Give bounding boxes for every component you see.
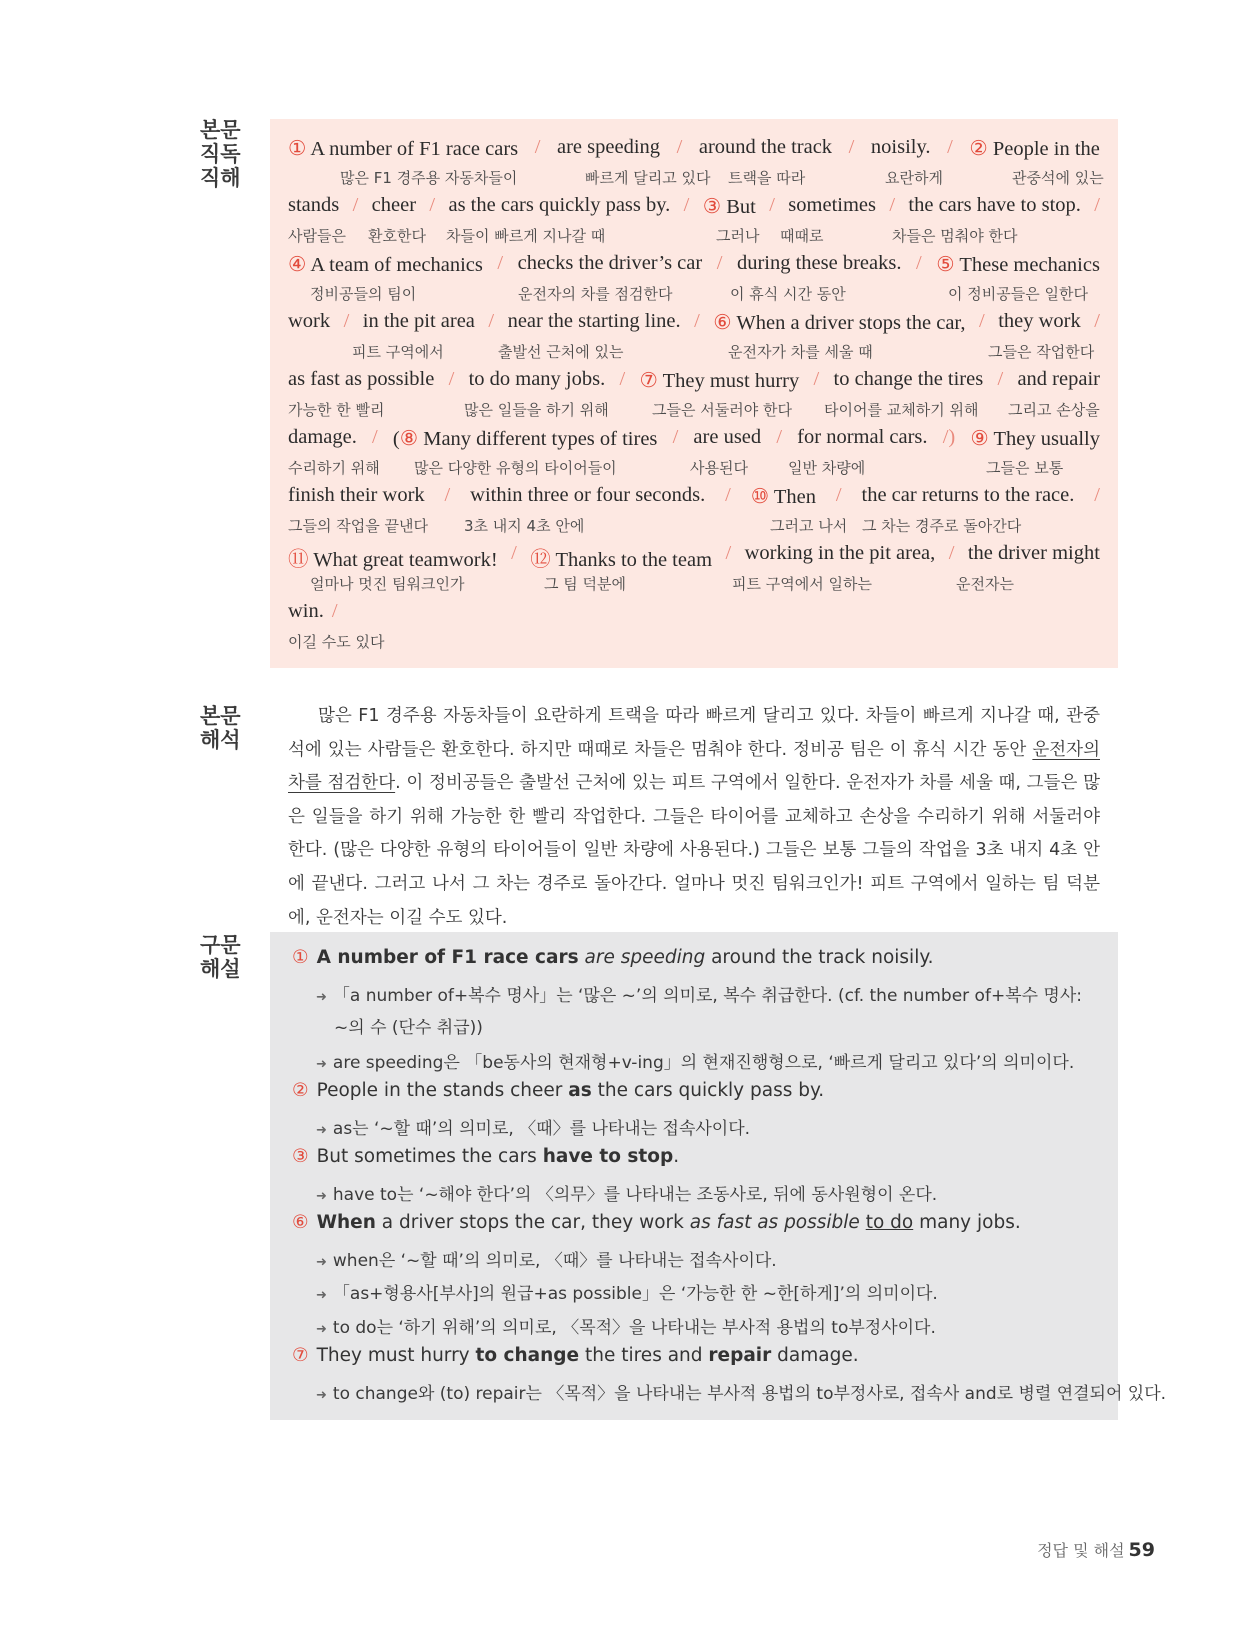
reading-chunk: the driver might bbox=[967, 542, 1100, 564]
reading-chunk: checks the driver’s car bbox=[517, 252, 703, 274]
reading-line bbox=[288, 542, 1100, 572]
reading-chunk: to do many jobs. bbox=[468, 368, 606, 390]
korean-gloss: 사람들은 bbox=[288, 227, 346, 245]
arrow-icon: ➜ bbox=[316, 1057, 327, 1072]
korean-gloss: 관중석에 있는 bbox=[1012, 169, 1104, 187]
reading-chunk: as the cars quickly pass by. bbox=[448, 194, 671, 216]
chunk-separator: / bbox=[619, 368, 626, 390]
reading-chunk: ④ A team of mechanics bbox=[288, 254, 483, 276]
reading-chunk: within three or four seconds. bbox=[470, 484, 706, 506]
korean-gloss: 많은 F1 경주용 자동차들이 bbox=[340, 169, 518, 187]
translation-underlined: 운전자의 차를 점검한다 bbox=[288, 739, 1100, 794]
korean-gloss: 차들은 멈춰야 한다 bbox=[892, 227, 1018, 245]
korean-gloss: 많은 일들을 하기 위해 bbox=[464, 401, 609, 419]
korean-gloss: 빠르게 달리고 있다 bbox=[585, 169, 711, 187]
reading-chunk: and repair bbox=[1017, 368, 1100, 390]
korean-gloss: 수리하기 위해 bbox=[288, 459, 380, 477]
reading-chunk: damage. bbox=[288, 426, 357, 448]
korean-gloss: 출발선 근처에 있는 bbox=[498, 343, 624, 361]
arrow-icon: ➜ bbox=[316, 1388, 327, 1403]
syntax-note: ➜ as는 ‘~할 때’의 의미로, 〈때〉를 나타내는 접속사이다. bbox=[316, 1119, 751, 1139]
reading-chunk: ③ But bbox=[702, 196, 756, 218]
korean-gloss: 그리고 손상을 bbox=[1008, 401, 1100, 419]
syntax-note: ➜ 「a number of+복수 명사」는 ‘많은 ~’의 의미로, 복수 취급한다. (cf. the number of+복수 명사: bbox=[316, 986, 1083, 1006]
reading-line bbox=[288, 600, 1100, 623]
reading-chunk: noisily. bbox=[870, 136, 931, 158]
reading-chunk: ⑨ They usually bbox=[970, 428, 1100, 450]
chunk-separator: / bbox=[683, 194, 690, 216]
sentence-number: ⑪ bbox=[288, 549, 309, 571]
chunk-separator: / bbox=[1094, 484, 1100, 506]
reading-chunk: ⑪ What great teamwork! bbox=[288, 549, 498, 571]
reading-line bbox=[288, 310, 1100, 335]
korean-gloss: 트랙을 따라 bbox=[728, 169, 806, 187]
syntax-note: ➜ when은 ‘~할 때’의 의미로, 〈때〉를 나타내는 접속사이다. bbox=[316, 1251, 777, 1271]
chunk-separator: / bbox=[848, 136, 855, 158]
reading-chunk: near the starting line. bbox=[507, 310, 681, 332]
reading-chunk: during these breaks. bbox=[736, 252, 902, 274]
sentence-number: ⑦ bbox=[639, 370, 658, 392]
chunk-separator: / bbox=[448, 368, 455, 390]
chunk-separator: / bbox=[979, 310, 985, 332]
sentence-number: ⑫ bbox=[530, 549, 551, 571]
chunk-separator: / bbox=[889, 194, 896, 216]
chunk-separator: / bbox=[725, 484, 731, 506]
reading-chunk: ⑦ They must hurry bbox=[639, 370, 800, 392]
korean-gloss: 그들의 작업을 끝낸다 bbox=[288, 517, 428, 535]
syntax-note: ➜ 「as+형용사[부사]의 원급+as possible」은 ‘가능한 한 ~한[하게]’의 의미이다. bbox=[316, 1284, 938, 1304]
syntax-sentence-7: ⑦ They must hurry to change the tires and repair damage. bbox=[292, 1345, 859, 1366]
reading-chunk: (⑧ Many different types of tires bbox=[392, 428, 658, 450]
page-number: 59 bbox=[1128, 1539, 1155, 1561]
korean-gloss: 차들이 빠르게 지나갈 때 bbox=[446, 227, 606, 245]
korean-gloss: 운전자가 차를 세울 때 bbox=[728, 343, 873, 361]
syntax-sentence-6: ⑥ When a driver stops the car, they work as fast as possible to do many jobs. bbox=[292, 1212, 1021, 1233]
sentence-number: ② bbox=[969, 138, 988, 160]
korean-gloss: 가능한 한 빨리 bbox=[288, 401, 385, 419]
reading-chunk: around the track bbox=[698, 136, 833, 158]
chunk-separator: / bbox=[813, 368, 820, 390]
korean-gloss: 때때로 bbox=[780, 227, 824, 245]
sentence-number: ③ bbox=[702, 196, 722, 218]
section-label-translation: 본문 해석 bbox=[200, 704, 241, 752]
sentence-number: ⑨ bbox=[970, 428, 989, 450]
korean-gloss: 이 정비공들은 일한다 bbox=[948, 285, 1088, 303]
sentence-number: ① bbox=[288, 138, 307, 160]
korean-gloss: 그들은 서둘러야 한다 bbox=[652, 401, 792, 419]
korean-gloss: 3초 내지 4초 안에 bbox=[464, 517, 585, 535]
chunk-separator: / bbox=[372, 426, 378, 448]
reading-chunk: are used bbox=[693, 426, 762, 448]
sentence-number: ④ bbox=[288, 254, 307, 276]
syntax-note: ~의 수 (단수 취급)) bbox=[334, 1018, 483, 1038]
reading-chunk: sometimes bbox=[788, 194, 876, 216]
chunk-separator: / bbox=[776, 426, 783, 448]
chunk-separator: / bbox=[1094, 310, 1100, 332]
chunk-separator: / bbox=[488, 310, 495, 332]
reading-chunk: ⑥ When a driver stops the car, bbox=[713, 312, 966, 334]
korean-gloss: 운전자의 차를 점검한다 bbox=[518, 285, 673, 303]
chunk-separator: / bbox=[716, 252, 723, 274]
korean-gloss: 운전자는 bbox=[956, 575, 1014, 593]
reading-chunk: are speeding bbox=[557, 136, 661, 158]
korean-gloss: 그 차는 경주로 돌아간다 bbox=[862, 517, 1022, 535]
arrow-icon: ➜ bbox=[316, 1189, 327, 1204]
reading-chunk: work bbox=[288, 310, 331, 332]
reading-chunk: in the pit area bbox=[362, 310, 475, 332]
syntax-note: ➜ have to는 ‘~해야 한다’의 〈의무〉를 나타내는 조동사로, 뒤에 동사원형이 온다. bbox=[316, 1185, 938, 1205]
syntax-sentence-1: ① A number of F1 race cars are speeding around the track noisily. bbox=[292, 947, 934, 968]
syntax-note: ➜ are speeding은 「be동사의 현재형+v-ing」의 현재진행형으로, ‘빠르게 달리고 있다’의 의미이다. bbox=[316, 1053, 1075, 1073]
translation-text-2: . 이 정비공들은 출발선 근처에 있는 피트 구역에서 일한다. 운전자가 차를 세울 때, 그들은 많은 일들을 하기 위해 가능한 한 빨리 작업한다. 그들은 타이어를 교체하고 손상을 수리하기 위해 서둘러야 한다. (많은 다양한 유형의 타이어들이 일반 차량에 사용된다.) 그들은 보통 그들의 작업을 3초 내지 4초 안에 끝낸다. 그러고 나서 그 차는 경주로 돌아간다. 얼마나 멋진 팀워크인가! 피트 구역에서 일하는 팀 덕분에, 운전자는 이길 수도 있다. bbox=[288, 773, 1100, 928]
sentence-number: ⑧ bbox=[399, 428, 419, 450]
korean-gloss: 그러고 나서 bbox=[770, 517, 848, 535]
syntax-note: ➜ to change와 (to) repair는 〈목적〉을 나타내는 부사적 용법의 to부정사로, 접속사 and로 병렬 연결되어 있다. bbox=[316, 1384, 1167, 1404]
korean-gloss: 그들은 보통 bbox=[986, 459, 1064, 477]
chunk-separator: / bbox=[1094, 194, 1100, 216]
korean-gloss: 그들은 작업한다 bbox=[988, 343, 1095, 361]
arrow-icon: ➜ bbox=[316, 1288, 327, 1303]
korean-gloss: 타이어를 교체하기 위해 bbox=[824, 401, 979, 419]
reading-chunk: the car returns to the race. bbox=[861, 484, 1075, 506]
chunk-separator: / bbox=[534, 136, 541, 158]
korean-gloss: 얼마나 멋진 팀워크인가 bbox=[310, 575, 465, 593]
reading-line bbox=[288, 252, 1100, 277]
chunk-separator: /) bbox=[942, 426, 956, 448]
sentence-number: ⑩ bbox=[750, 486, 770, 508]
reading-line bbox=[288, 484, 1100, 509]
reading-chunk: stands bbox=[288, 194, 340, 216]
translation-text-1: 많은 F1 경주용 자동차들이 요란하게 트랙을 따라 빠르게 달리고 있다. 차들이 빠르게 지나갈 때, 관중석에 있는 사람들은 환호한다. 하지만 때때로 차들은 멈춰야 한다. 정비공 팀은 이 휴식 시간 동안 bbox=[288, 706, 1100, 760]
korean-gloss: 피트 구역에서 일하는 bbox=[732, 575, 872, 593]
reading-chunk: ⑫ Thanks to the team bbox=[530, 549, 713, 571]
reading-chunk: win. bbox=[288, 600, 324, 622]
chunk-separator: / bbox=[769, 194, 775, 216]
arrow-icon: ➜ bbox=[316, 1123, 327, 1138]
chunk-separator: / bbox=[694, 310, 700, 332]
chunk-separator: / bbox=[835, 484, 842, 506]
chunk-separator: / bbox=[916, 252, 922, 274]
korean-gloss: 이 휴식 시간 동안 bbox=[730, 285, 846, 303]
korean-gloss: 피트 구역에서 bbox=[352, 343, 444, 361]
section-label-reading: 본문 직독 직해 bbox=[200, 118, 241, 190]
chunk-separator: / bbox=[352, 194, 359, 216]
reading-chunk: ① A number of F1 race cars bbox=[288, 138, 519, 160]
arrow-icon: ➜ bbox=[316, 1322, 327, 1337]
reading-line bbox=[288, 426, 1100, 451]
chunk-separator: / bbox=[725, 542, 732, 564]
korean-gloss: 요란하게 bbox=[885, 169, 943, 187]
chunk-separator: / bbox=[343, 310, 350, 332]
chunk-separator: / bbox=[444, 484, 451, 506]
reading-chunk: finish their work bbox=[288, 484, 425, 506]
korean-gloss: 환호한다 bbox=[368, 227, 426, 245]
reading-line bbox=[288, 136, 1100, 161]
reading-chunk: working in the pit area, bbox=[744, 542, 936, 564]
arrow-icon: ➜ bbox=[316, 990, 327, 1005]
reading-chunk: to change the tires bbox=[833, 368, 984, 390]
chunk-separator: / bbox=[331, 600, 338, 622]
chunk-separator: / bbox=[497, 252, 504, 274]
translation-paragraph bbox=[288, 700, 1100, 935]
reading-chunk: ⑩ Then bbox=[750, 486, 817, 508]
syntax-sentence-3: ③ But sometimes the cars have to stop. bbox=[292, 1146, 680, 1167]
syntax-note: ➜ to do는 ‘하기 위해’의 의미로, 〈목적〉을 나타내는 부사적 용법의 to부정사이다. bbox=[316, 1318, 936, 1338]
reading-chunk: for normal cars. bbox=[797, 426, 928, 448]
chunk-separator: / bbox=[429, 194, 436, 216]
reading-chunk: the cars have to stop. bbox=[908, 194, 1081, 216]
korean-gloss: 일반 차량에 bbox=[788, 459, 866, 477]
korean-gloss: 정비공들의 팀이 bbox=[310, 285, 417, 303]
reading-chunk: ⑤ These mechanics bbox=[936, 254, 1100, 276]
sentence-number: ⑥ bbox=[713, 312, 732, 334]
chunk-separator: / bbox=[511, 542, 517, 564]
chunk-separator: / bbox=[997, 368, 1004, 390]
section-label-syntax: 구문 해설 bbox=[200, 933, 241, 981]
syntax-sentence-2: ② People in the stands cheer as the cars quickly pass by. bbox=[292, 1080, 825, 1101]
arrow-icon: ➜ bbox=[316, 1255, 327, 1270]
reading-line bbox=[288, 368, 1100, 393]
reading-chunk: as fast as possible bbox=[288, 368, 435, 390]
chunk-separator: / bbox=[676, 136, 683, 158]
chunk-separator: / bbox=[948, 542, 955, 564]
korean-gloss: 사용된다 bbox=[690, 459, 748, 477]
reading-chunk: cheer bbox=[371, 194, 417, 216]
chunk-separator: / bbox=[947, 136, 953, 158]
korean-gloss: 그 팀 덕분에 bbox=[544, 575, 626, 593]
sentence-number: ⑤ bbox=[936, 254, 955, 276]
reading-chunk: ② People in the bbox=[969, 138, 1100, 160]
korean-gloss: 이길 수도 있다 bbox=[288, 633, 385, 651]
page-footer bbox=[1037, 1538, 1155, 1561]
korean-gloss: 많은 다양한 유형의 타이어들이 bbox=[414, 459, 617, 477]
reading-chunk: they work bbox=[998, 310, 1081, 332]
reading-line bbox=[288, 194, 1100, 219]
chunk-separator: / bbox=[672, 426, 679, 448]
korean-gloss: 그러나 bbox=[716, 227, 760, 245]
footer-label: 정답 및 해설 bbox=[1037, 1541, 1125, 1560]
